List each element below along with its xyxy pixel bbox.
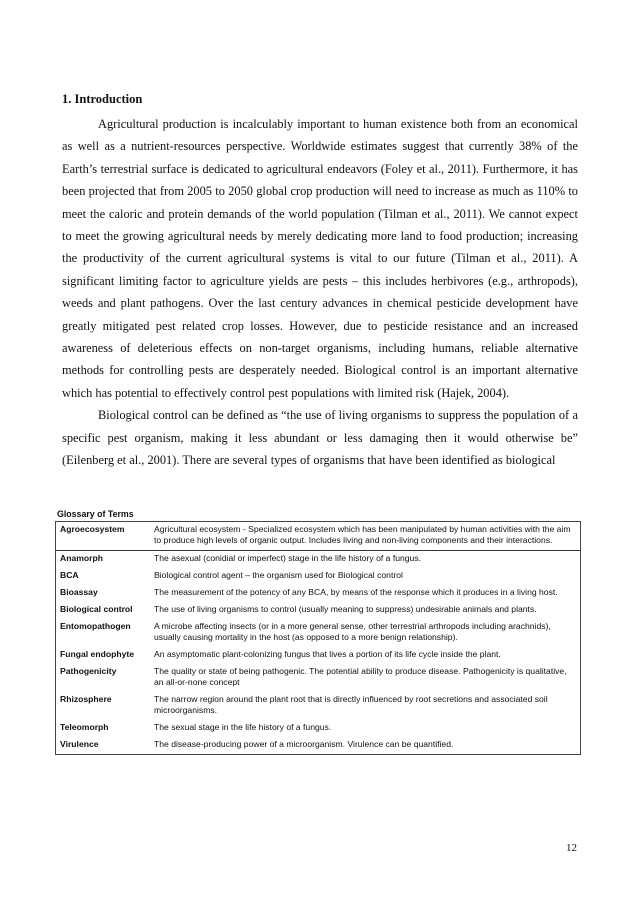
glossary-table	[55, 521, 581, 755]
glossary-row	[56, 619, 580, 647]
paragraph-1: Agricultural production is incalculably important to human existence both from an economical as well as a nutrient-resources perspective. Worldwide estimates suggest that currently 38% of the Earth’s terrestrial surface is dedicated to agricultural endeavors (Foley et al., 2011). Furthermore, it has been projected that from 2005 to 2050 global crop production will need to increase as much as 110% to meet the caloric and protein demands of the world population (Tilman et al., 2011). We cannot expect to meet the growing agricultural needs by merely dedicating more land to food production; increasing the productivity of the current agricultural systems is vital to our future (Tilman et al., 2011). A significant limiting factor to agriculture yields are pests – this includes herbivores (e.g., arthropods), weeds and plant pathogens. Over the last century advances in chemical pesticide development have greatly mitigated pest related crop losses. However, due to pesticide resistance and an increased awareness of deleterious effects on non-target organisms, including humans, reliable alternative methods for controlling pests are desperately needed. Biological control is an important alternative which has potential to effectively control pest populations with limited risk (Hajek, 2004).	[62, 117, 578, 400]
glossary-title: Glossary of Terms	[57, 509, 134, 519]
paragraph-2: Biological control can be defined as “the use of living organisms to suppress the population of a specific pest organism, making it less abundant or less damaging then it would otherwise be” (Eilenberg et al., 2001). There are several types of organisms that have been identified as biological	[62, 408, 578, 468]
glossary-definition: The use of living organisms to control (usually meaning to suppress) undesirable animals and plants.	[154, 604, 537, 614]
glossary-definition: The measurement of the potency of any BCA, by means of the response which it produces in a living host.	[154, 587, 558, 597]
glossary-row	[56, 737, 580, 754]
glossary-term: Biological control	[60, 604, 133, 614]
page-number: 12	[566, 842, 577, 854]
glossary-definition: An asymptomatic plant-colonizing fungus that lives a portion of its life cycle inside the plant.	[154, 649, 501, 659]
glossary-definition: The asexual (conidial or imperfect) stage in the life history of a fungus.	[154, 553, 422, 563]
glossary-row	[56, 720, 580, 737]
glossary-definition: Biological control agent – the organism used for Biological control	[154, 570, 403, 580]
glossary-definition: The narrow region around the plant root that is directly influenced by root secretions and associated soil microorganisms.	[154, 694, 548, 715]
glossary-row	[56, 692, 580, 720]
glossary-definition: The quality or state of being pathogenic. The potential ability to produce disease. Pathogenicity is qualitative, an all-or-none concept	[154, 666, 567, 687]
glossary-definition: The sexual stage in the life history of a fungus.	[154, 722, 332, 732]
section-heading: 1. Introduction	[62, 92, 143, 106]
glossary-term: Agroecosystem	[60, 524, 125, 534]
introduction-body	[62, 113, 578, 472]
glossary-definition: A microbe affecting insects (or in a more general sense, other terrestrial arthropods including arachnids), usually causing mortality in the host (as opposed to a more benign relationship).	[154, 621, 551, 642]
glossary-row	[56, 647, 580, 664]
glossary-term: Anamorph	[60, 553, 103, 563]
glossary-definition: Agricultural ecosystem - Specialized ecosystem which has been manipulated by human activities with the aim to produce high levels of organic output. Includes living and non-living components and their interactions.	[154, 524, 571, 545]
glossary-term: Entomopathogen	[60, 621, 131, 631]
glossary-row	[56, 522, 580, 550]
glossary-term: Bioassay	[60, 587, 98, 597]
glossary-term: Teleomorph	[60, 722, 109, 732]
glossary-box	[55, 509, 581, 755]
glossary-term: Virulence	[60, 739, 99, 749]
glossary-definition: The disease-producing power of a microorganism. Virulence can be quantified.	[154, 739, 454, 749]
glossary-row	[56, 602, 580, 619]
glossary-term: BCA	[60, 570, 79, 580]
glossary-row	[56, 664, 580, 692]
glossary-term: Rhizosphere	[60, 694, 112, 704]
glossary-row	[56, 585, 580, 602]
glossary-row	[56, 568, 580, 585]
glossary-term: Fungal endophyte	[60, 649, 134, 659]
glossary-term: Pathogenicity	[60, 666, 117, 676]
glossary-row	[56, 551, 580, 568]
